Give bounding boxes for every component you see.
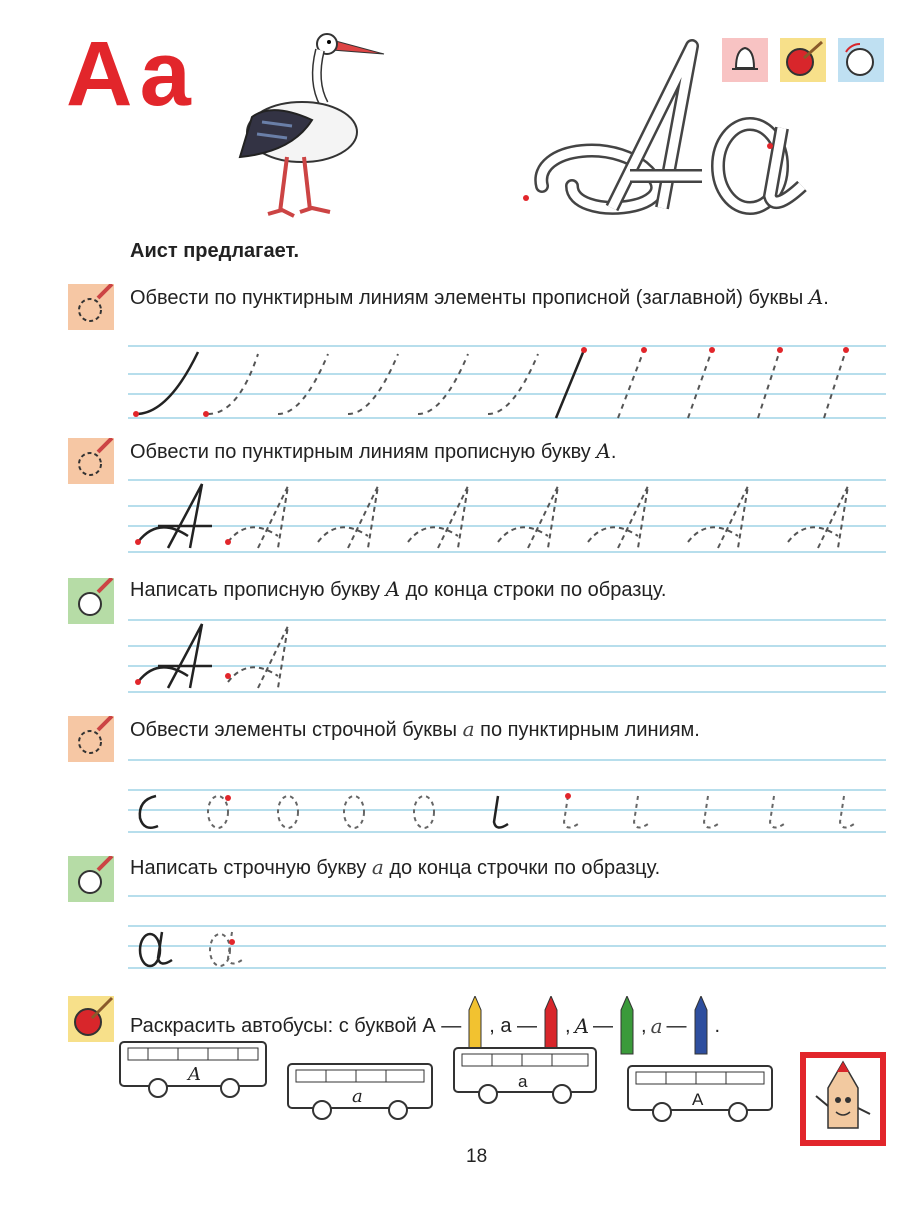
bus-label: a <box>352 1086 363 1107</box>
bus-label: A <box>188 1064 201 1085</box>
pencil-character-icon <box>800 1052 886 1146</box>
bus-label: А <box>692 1090 704 1109</box>
task-2-ruling <box>128 476 886 556</box>
bus-3[interactable] <box>452 1044 600 1108</box>
color-brush-icon <box>68 996 114 1042</box>
brush-icon <box>780 38 826 82</box>
page-number: 18 <box>466 1146 488 1167</box>
write-pencil-icon <box>68 578 114 624</box>
bus-4[interactable] <box>626 1062 776 1126</box>
trace-pencil-icon <box>68 716 114 762</box>
blue-pencil-icon <box>691 996 711 1056</box>
task-5-ruling <box>128 892 886 972</box>
task-2-instruction: Обвести по пунктирным линиям прописную букву A. <box>130 439 617 463</box>
bus-label: а <box>518 1072 528 1091</box>
color-task-instruction: Раскрасить автобусы: с буквой А — , а — , A — , a — . <box>130 996 890 1056</box>
task-1-instruction: Обвести по пунктирным линиям элементы прописной (заглавной) буквы A. <box>130 285 829 309</box>
trace-pencil-icon <box>68 438 114 484</box>
script-letters-sample <box>512 36 822 218</box>
green-pencil-icon <box>617 996 637 1056</box>
write-pencil-icon <box>68 856 114 902</box>
section-heading: Аист предлагает. <box>130 240 300 262</box>
task-5-instruction: Написать строчную букву a до конца строчки по образцу. <box>130 855 661 879</box>
task-1-ruling <box>128 344 886 422</box>
task-4-instruction: Обвести элементы строчной буквы a по пунктирным линиям. <box>130 717 700 741</box>
task-3-instruction: Написать прописную букву A до конца строки по образцу. <box>130 577 667 601</box>
stork-illustration <box>232 22 392 224</box>
bell-icon <box>722 38 768 82</box>
finger-circle-icon <box>838 38 884 82</box>
task-3-ruling <box>128 616 886 696</box>
page-title-letters: Аа <box>66 23 197 125</box>
bus-1[interactable] <box>118 1038 270 1102</box>
bus-2[interactable] <box>286 1060 436 1124</box>
task-4-ruling <box>128 756 886 836</box>
trace-pencil-icon <box>68 284 114 330</box>
